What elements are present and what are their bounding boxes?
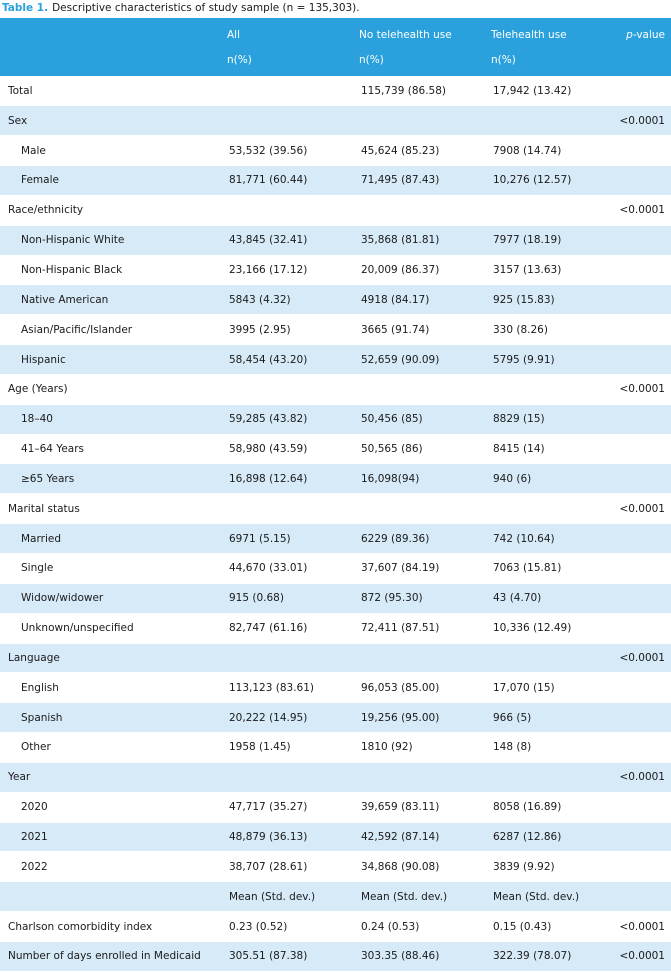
cell-no-telehealth: 19,256 (95.00) [359,703,491,733]
cell-p-value [611,792,671,822]
cell-p-value [611,822,671,852]
cell-telehealth: 7063 (15.81) [491,554,611,584]
cell-no-telehealth: 52,659 (90.09) [359,345,491,375]
table-row [0,76,671,106]
row-label [0,882,227,912]
table-row [0,374,671,404]
header-blank [611,47,671,76]
cell-telehealth: 17,070 (15) [491,673,611,703]
cell-all: 16,898 (12.64) [227,464,359,494]
row-label: Sex [0,106,227,136]
table-row [0,643,671,673]
cell-all: 58,980 (43.59) [227,434,359,464]
header-telehealth: Telehealth use [491,28,567,41]
cell-telehealth: 0.15 (0.43) [491,912,611,942]
cell-no-telehealth: 872 (95.30) [359,583,491,613]
table-row [0,733,671,763]
row-label: Married [0,524,227,554]
table-row [0,792,671,822]
cell-p-value [611,434,671,464]
cell-p-value [611,315,671,345]
cell-telehealth [491,494,611,524]
cell-all [227,643,359,673]
table-caption [0,0,671,18]
cell-no-telehealth: 3665 (91.74) [359,315,491,345]
cell-telehealth [491,106,611,136]
cell-p-value: <0.0001 [611,941,671,971]
cell-all: 6971 (5.15) [227,524,359,554]
row-label: Asian/Pacific/Islander [0,315,227,345]
row-label: Marital status [0,494,227,524]
row-label: Non-Hispanic White [0,225,227,255]
row-label: 2021 [0,822,227,852]
cell-no-telehealth [359,494,491,524]
table-row [0,195,671,225]
cell-all: 113,123 (83.61) [227,673,359,703]
cell-all [227,762,359,792]
row-label: 18–40 [0,404,227,434]
header-no-telehealth: No telehealth use [359,28,452,41]
cell-p-value: <0.0001 [611,643,671,673]
table-row [0,852,671,882]
cell-all: 48,879 (36.13) [227,822,359,852]
cell-all: 43,845 (32.41) [227,225,359,255]
cell-p-value [611,345,671,375]
cell-p-value [611,613,671,643]
cell-telehealth: 8058 (16.89) [491,792,611,822]
row-label: English [0,673,227,703]
row-label: Other [0,733,227,763]
table-row [0,494,671,524]
cell-no-telehealth: 45,624 (85.23) [359,136,491,166]
header-blank [0,18,227,47]
row-label: Charlson comorbidity index [0,912,227,942]
cell-telehealth [491,643,611,673]
cell-p-value [611,554,671,584]
cell-no-telehealth: 72,411 (87.51) [359,613,491,643]
cell-no-telehealth: Mean (Std. dev.) [359,882,491,912]
cell-p-value [611,225,671,255]
cell-p-value [611,524,671,554]
subheader-telehealth: n(%) [491,53,516,66]
row-label: 41–64 Years [0,434,227,464]
cell-no-telehealth [359,762,491,792]
cell-no-telehealth: 115,739 (86.58) [359,76,491,106]
cell-no-telehealth: 20,009 (86.37) [359,255,491,285]
cell-telehealth: 148 (8) [491,733,611,763]
row-label: ≥65 Years [0,464,227,494]
cell-all [227,494,359,524]
cell-no-telehealth: 42,592 (87.14) [359,822,491,852]
cell-p-value [611,583,671,613]
cell-p-value [611,255,671,285]
table-row [0,464,671,494]
row-label: Widow/widower [0,583,227,613]
cell-p-value [611,76,671,106]
cell-no-telehealth [359,643,491,673]
cell-all [227,374,359,404]
cell-p-value: <0.0001 [611,374,671,404]
cell-no-telehealth: 303.35 (88.46) [359,941,491,971]
row-label: Male [0,136,227,166]
cell-p-value [611,733,671,763]
cell-p-value: <0.0001 [611,912,671,942]
table-row [0,554,671,584]
cell-telehealth: 7977 (18.19) [491,225,611,255]
cell-p-value [611,703,671,733]
cell-p-value [611,673,671,703]
cell-p-value: <0.0001 [611,494,671,524]
cell-p-value: <0.0001 [611,195,671,225]
cell-telehealth [491,762,611,792]
cell-no-telehealth: 6229 (89.36) [359,524,491,554]
row-label: 2022 [0,852,227,882]
cell-all: 44,670 (33.01) [227,554,359,584]
header-all: All [227,28,241,41]
cell-p-value [611,166,671,196]
cell-telehealth: 940 (6) [491,464,611,494]
table-row [0,762,671,792]
cell-no-telehealth [359,374,491,404]
row-label: Native American [0,285,227,315]
cell-no-telehealth [359,106,491,136]
row-label: Total [0,76,227,106]
row-label: Hispanic [0,345,227,375]
cell-p-value: <0.0001 [611,106,671,136]
cell-telehealth: 5795 (9.91) [491,345,611,375]
table-row [0,822,671,852]
table-row [0,136,671,166]
table-header [0,18,671,76]
table-label: Table 1. [2,2,49,14]
row-label: Single [0,554,227,584]
table-row [0,703,671,733]
table-row [0,404,671,434]
header-blank [0,47,227,76]
table-row [0,285,671,315]
cell-no-telehealth: 4918 (84.17) [359,285,491,315]
table-row [0,315,671,345]
table-row [0,225,671,255]
cell-no-telehealth: 50,565 (86) [359,434,491,464]
cell-no-telehealth [359,195,491,225]
cell-all: 305.51 (87.38) [227,941,359,971]
table-row [0,106,671,136]
cell-all: 23,166 (17.12) [227,255,359,285]
table-body [0,76,671,971]
cell-all: 1958 (1.45) [227,733,359,763]
cell-telehealth: 6287 (12.86) [491,822,611,852]
cell-p-value: <0.0001 [611,762,671,792]
cell-all: 915 (0.68) [227,583,359,613]
cell-telehealth: 8829 (15) [491,404,611,434]
row-label: Female [0,166,227,196]
cell-telehealth: Mean (Std. dev.) [491,882,611,912]
characteristics-table [0,18,671,972]
table-row [0,345,671,375]
table-row [0,166,671,196]
header-p-value: p-value [626,28,665,41]
cell-no-telehealth: 39,659 (83.11) [359,792,491,822]
cell-no-telehealth: 16,098(94) [359,464,491,494]
cell-all: 20,222 (14.95) [227,703,359,733]
cell-telehealth [491,195,611,225]
row-label: Year [0,762,227,792]
cell-no-telehealth: 96,053 (85.00) [359,673,491,703]
row-label: Spanish [0,703,227,733]
cell-all: 58,454 (43.20) [227,345,359,375]
cell-all: 0.23 (0.52) [227,912,359,942]
cell-all: 3995 (2.95) [227,315,359,345]
cell-no-telehealth: 71,495 (87.43) [359,166,491,196]
cell-p-value [611,404,671,434]
row-label: Race/ethnicity [0,195,227,225]
cell-all: 38,707 (28.61) [227,852,359,882]
row-label: Unknown/unspecified [0,613,227,643]
cell-all [227,195,359,225]
cell-all [227,106,359,136]
table-row [0,941,671,971]
cell-no-telehealth: 37,607 (84.19) [359,554,491,584]
subheader-no-telehealth: n(%) [359,53,384,66]
cell-no-telehealth: 0.24 (0.53) [359,912,491,942]
table-row [0,882,671,912]
table-row [0,912,671,942]
cell-all: 59,285 (43.82) [227,404,359,434]
cell-all: 47,717 (35.27) [227,792,359,822]
cell-telehealth: 43 (4.70) [491,583,611,613]
row-label: Language [0,643,227,673]
cell-p-value [611,285,671,315]
cell-no-telehealth: 35,868 (81.81) [359,225,491,255]
table-row [0,583,671,613]
cell-p-value [611,464,671,494]
row-label: Non-Hispanic Black [0,255,227,285]
cell-all [227,76,359,106]
row-label: 2020 [0,792,227,822]
table-row [0,434,671,464]
cell-all: 82,747 (61.16) [227,613,359,643]
cell-p-value [611,852,671,882]
cell-telehealth: 3839 (9.92) [491,852,611,882]
cell-telehealth: 7908 (14.74) [491,136,611,166]
cell-all: 5843 (4.32) [227,285,359,315]
table-row [0,255,671,285]
cell-telehealth: 17,942 (13.42) [491,76,611,106]
cell-telehealth: 966 (5) [491,703,611,733]
table-title: Descriptive characteristics of study sample (n = 135,303). [52,2,360,14]
cell-telehealth: 925 (15.83) [491,285,611,315]
subheader-all: n(%) [227,53,252,66]
table-row [0,524,671,554]
cell-no-telehealth: 50,456 (85) [359,404,491,434]
cell-telehealth: 330 (8.26) [491,315,611,345]
cell-no-telehealth: 34,868 (90.08) [359,852,491,882]
cell-all: Mean (Std. dev.) [227,882,359,912]
table-row [0,613,671,643]
cell-all: 53,532 (39.56) [227,136,359,166]
cell-p-value [611,882,671,912]
cell-telehealth [491,374,611,404]
cell-p-value [611,136,671,166]
table-row [0,673,671,703]
cell-no-telehealth: 1810 (92) [359,733,491,763]
cell-telehealth: 3157 (13.63) [491,255,611,285]
row-label: Number of days enrolled in Medicaid [0,941,227,971]
row-label: Age (Years) [0,374,227,404]
cell-all: 81,771 (60.44) [227,166,359,196]
cell-telehealth: 8415 (14) [491,434,611,464]
cell-telehealth: 322.39 (78.07) [491,941,611,971]
cell-telehealth: 742 (10.64) [491,524,611,554]
cell-telehealth: 10,336 (12.49) [491,613,611,643]
cell-telehealth: 10,276 (12.57) [491,166,611,196]
